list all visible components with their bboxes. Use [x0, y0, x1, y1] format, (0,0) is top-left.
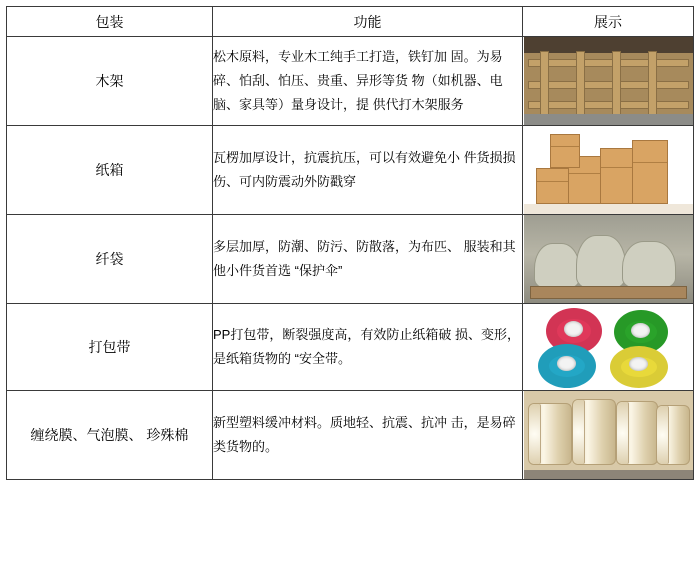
reel-hole: [564, 321, 583, 337]
table-row: [7, 126, 694, 215]
crate-slat: [540, 51, 549, 121]
package-name-carton: 纸箱: [7, 126, 213, 215]
bag-pallet: [530, 286, 687, 299]
package-display-woven-bag: [523, 215, 694, 304]
wooden-crate-photo: [524, 37, 693, 125]
package-name-wood: 木架: [7, 37, 213, 126]
table-row: [7, 304, 694, 391]
carton-box: [550, 134, 580, 168]
film-floor: [524, 470, 693, 479]
crate-slat: [528, 59, 689, 67]
carton-box: [632, 140, 668, 204]
package-function-wood: 松木原料，专业木工纯手工打造，铁钉加 固。为易碎、怕刮、怕压、贵重、异形等货 物（如机器、电脑、家具等）量身设计，提 供代打木架服务: [213, 37, 523, 126]
woven-bags-photo: [524, 215, 693, 303]
package-function-film: 新型塑料缓冲材料。质地轻、抗震、抗冲 击，是易碎类货物的。: [213, 391, 523, 480]
roll-end: [617, 402, 629, 464]
reel-hole: [557, 356, 577, 371]
table-header-row: [7, 7, 694, 37]
crate-slat: [576, 51, 585, 121]
table-row: [7, 37, 694, 126]
crate-slat: [528, 101, 689, 109]
reel-hole: [629, 357, 649, 371]
package-name-strapping: 打包带: [7, 304, 213, 391]
table-header: [7, 7, 694, 37]
woven-bag: [622, 241, 676, 289]
stretch-film-rolls-photo: [524, 391, 693, 479]
table-row: [7, 391, 694, 480]
package-display-film: [523, 391, 694, 480]
carton-boxes-photo: [524, 126, 693, 214]
carton-box: [600, 148, 634, 204]
column-header-function: 功能: [213, 7, 523, 37]
film-roll: [656, 405, 690, 465]
film-roll: [572, 399, 616, 465]
package-function-carton: 瓦楞加厚设计，抗震抗压，可以有效避免小 件货损损伤、可内防震动外防戳穿: [213, 126, 523, 215]
strapping-reel-blue: [538, 344, 596, 388]
crate-shadow: [524, 37, 693, 53]
column-header-package: 包装: [7, 7, 213, 37]
crate-slat: [528, 81, 689, 89]
crate-slat: [648, 51, 657, 121]
strapping-reel-yellow: [610, 346, 668, 388]
woven-bag: [534, 243, 580, 289]
strapping-reels-photo: [524, 304, 693, 390]
film-roll: [616, 401, 658, 465]
carton-box: [536, 168, 570, 204]
reel-hole: [631, 323, 649, 338]
package-function-strapping: PP打包带，断裂强度高，有效防止纸箱破 损、变形，是纸箱货物的 “安全带。: [213, 304, 523, 391]
package-display-wood: [523, 37, 694, 126]
crate-slat: [612, 51, 621, 121]
roll-end: [529, 404, 541, 464]
table-body: [7, 37, 694, 480]
film-roll: [528, 403, 572, 465]
package-name-film: 缠绕膜、气泡膜、 珍殊棉: [7, 391, 213, 480]
packaging-table: [6, 6, 694, 480]
woven-bag: [576, 235, 626, 289]
package-name-woven-bag: 纤袋: [7, 215, 213, 304]
roll-end: [573, 400, 585, 464]
crate-floor: [524, 114, 693, 125]
package-display-carton: [523, 126, 694, 215]
roll-end: [657, 406, 669, 464]
package-function-woven-bag: 多层加厚，防潮、防污、防散落，为布匹、 服装和其他小件货首选 “保护伞”: [213, 215, 523, 304]
package-display-strapping: [523, 304, 694, 391]
column-header-display: 展示: [523, 7, 694, 37]
carton-floor: [524, 204, 693, 214]
table-row: [7, 215, 694, 304]
